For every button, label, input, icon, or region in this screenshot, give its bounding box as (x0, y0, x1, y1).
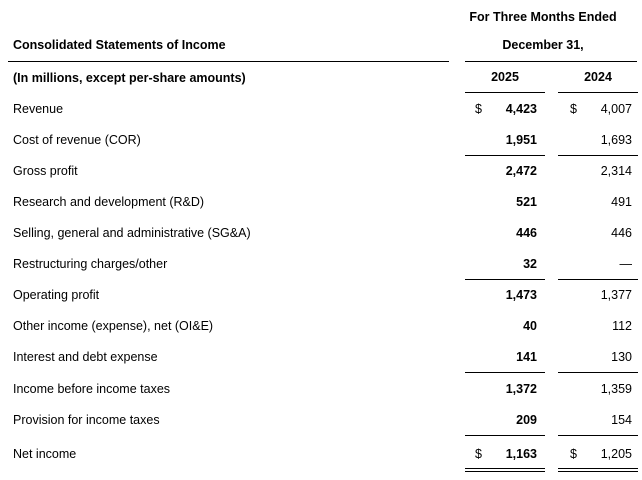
row-label: Cost of revenue (COR) (13, 133, 141, 147)
value-current: 40 (523, 319, 537, 333)
subtotal-rule (558, 435, 638, 436)
value-current: 32 (523, 257, 537, 271)
currency-symbol: $ (570, 447, 577, 461)
currency-symbol: $ (475, 447, 482, 461)
header-rule-right (465, 61, 637, 62)
row-label: Research and development (R&D) (13, 195, 205, 209)
value-prior: 1,377 (600, 288, 632, 302)
value-prior: 491 (611, 195, 632, 209)
subtotal-rule (465, 435, 545, 436)
value-current: 4,423 (505, 102, 537, 116)
currency-symbol: $ (570, 102, 577, 116)
value-current: 521 (516, 195, 537, 209)
row-label: Revenue (13, 102, 64, 116)
net-income-double-rule (558, 468, 638, 469)
row-label: Other income (expense), net (OI&E) (13, 319, 214, 333)
row-label: Restructuring charges/other (13, 257, 168, 271)
year-rule-prior (558, 92, 638, 93)
value-current: 1,372 (505, 382, 537, 396)
value-current: 1,163 (505, 447, 537, 461)
value-prior: 1,359 (600, 382, 632, 396)
units-label: (In millions, except per-share amounts) (13, 71, 246, 85)
value-prior: — (619, 257, 632, 271)
value-prior: 446 (611, 226, 632, 240)
row-label: Provision for income taxes (13, 413, 160, 427)
row-label: Operating profit (13, 288, 100, 302)
value-prior: 130 (611, 350, 632, 364)
row-label: Gross profit (13, 164, 78, 178)
value-prior: 4,007 (600, 102, 632, 116)
value-current: 1,951 (505, 133, 537, 147)
value-prior: 154 (611, 413, 632, 427)
year-rule-current (465, 92, 545, 93)
header-rule-left (8, 61, 449, 62)
year-prior-header: 2024 (584, 70, 612, 84)
value-prior: 112 (612, 319, 632, 333)
row-label: Interest and debt expense (13, 350, 158, 364)
row-label: Selling, general and administrative (SG&A) (13, 226, 251, 240)
net-income-double-rule (465, 468, 545, 469)
subtotal-rule (558, 372, 638, 373)
value-current: 209 (516, 413, 537, 427)
value-current: 141 (516, 350, 537, 364)
subtotal-rule (465, 279, 545, 280)
period-header-line2: December 31, (502, 38, 584, 52)
year-current-header: 2025 (491, 70, 519, 84)
value-prior: 1,693 (600, 133, 632, 147)
value-prior: 2,314 (600, 164, 632, 178)
value-current: 446 (516, 226, 537, 240)
currency-symbol: $ (475, 102, 482, 116)
value-prior: 1,205 (600, 447, 632, 461)
subtotal-rule (465, 372, 545, 373)
row-label: Income before income taxes (13, 382, 171, 396)
statement-title: Consolidated Statements of Income (13, 38, 226, 52)
row-label: Net income (13, 447, 77, 461)
subtotal-rule (558, 279, 638, 280)
subtotal-rule (558, 155, 638, 156)
value-current: 2,472 (505, 164, 537, 178)
period-header-line1: For Three Months Ended (469, 10, 617, 24)
net-income-double-rule (558, 471, 638, 472)
value-current: 1,473 (505, 288, 537, 302)
net-income-double-rule (465, 471, 545, 472)
subtotal-rule (465, 155, 545, 156)
